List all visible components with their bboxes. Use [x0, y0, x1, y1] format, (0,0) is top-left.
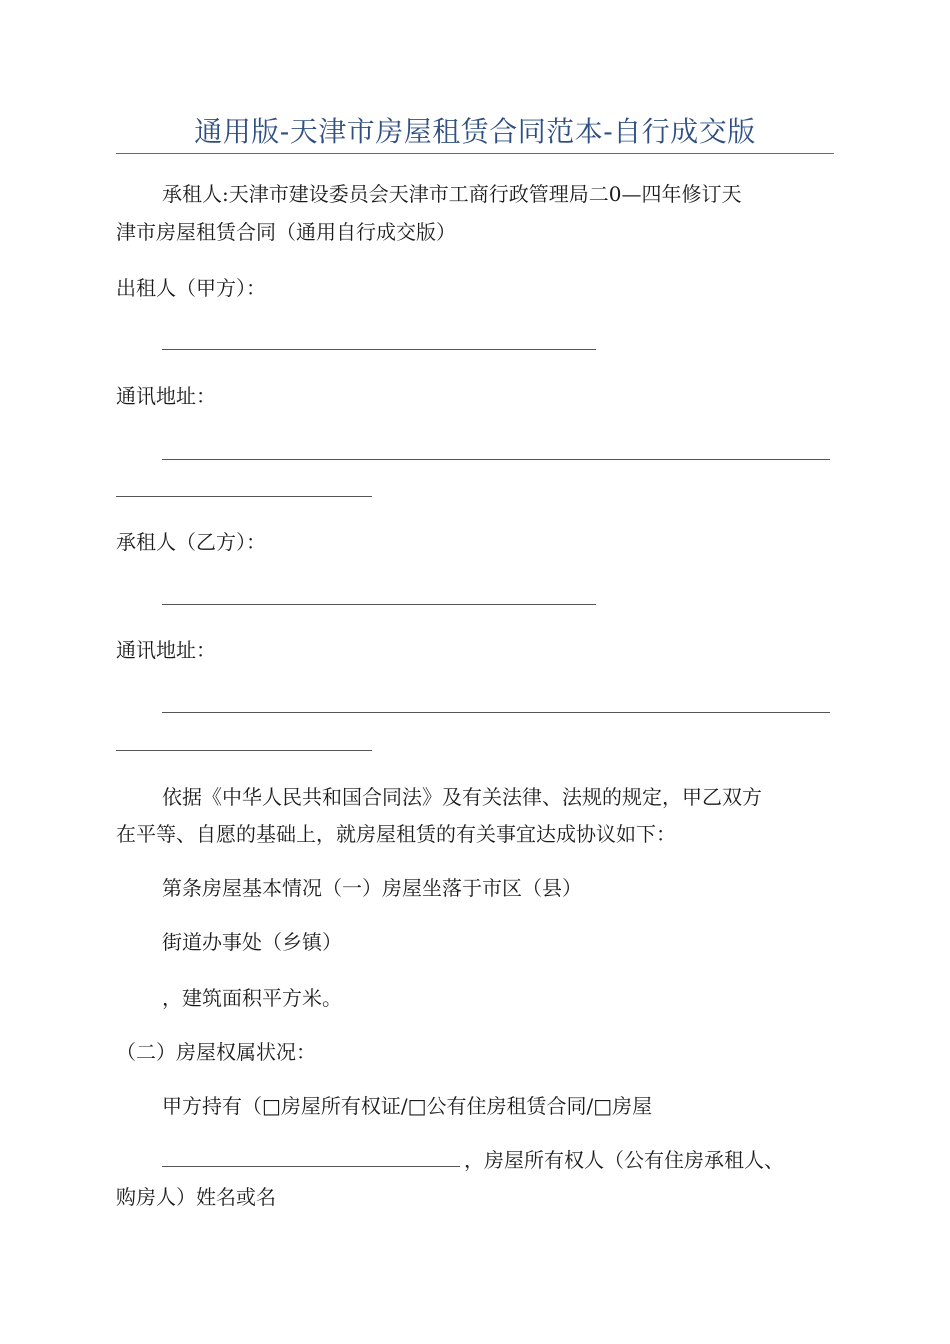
basis-line-2: 在平等、自愿的基础上，就房屋租赁的有关事宜达成协议如下：: [116, 822, 676, 846]
article-1-line: 第条房屋基本情况（一）房屋坐落于市区（县）: [162, 876, 582, 900]
intro-line-2: 津市房屋租赁合同（通用自行成交版）: [116, 220, 456, 244]
lessee-label: 承租人（乙方）：: [116, 530, 266, 554]
lessor-address-blank-1: [162, 459, 830, 460]
lessee-name-blank: [162, 604, 596, 605]
owner-line-2: 购房人）姓名或名: [116, 1185, 276, 1209]
ownership-heading: （二）房屋权属状况：: [116, 1040, 316, 1064]
lessee-address-label: 通讯地址：: [116, 638, 216, 662]
title-underline: [116, 153, 834, 154]
owner-line: [162, 1148, 784, 1172]
lessee-address-blank-2: [116, 750, 372, 751]
intro-line-1: 承租人:天津市建设委员会天津市工商行政管理局二0—四年修订天: [162, 182, 742, 206]
lessee-address-blank-1: [162, 712, 830, 713]
ownership-line: 甲方持有（□房屋所有权证/□公有住房租赁合同/□房屋: [162, 1094, 653, 1118]
certificate-blank: [162, 1166, 460, 1167]
document-title: 通用版-天津市房屋租赁合同范本-自行成交版: [194, 115, 756, 148]
street-line: 街道办事处（乡镇）: [162, 930, 342, 954]
area-line: ，建筑面积平方米。: [162, 986, 342, 1010]
basis-line-1: 依据《中华人民共和国合同法》及有关法律、法规的规定，甲乙双方: [162, 785, 762, 809]
lessor-address-label: 通讯地址：: [116, 384, 216, 408]
owner-line-tail: ，房屋所有权人（公有住房承租人、: [464, 1148, 784, 1172]
lessor-name-blank: [162, 349, 596, 350]
lessor-address-blank-2: [116, 496, 372, 497]
lessor-label: 出租人（甲方）：: [116, 276, 266, 300]
